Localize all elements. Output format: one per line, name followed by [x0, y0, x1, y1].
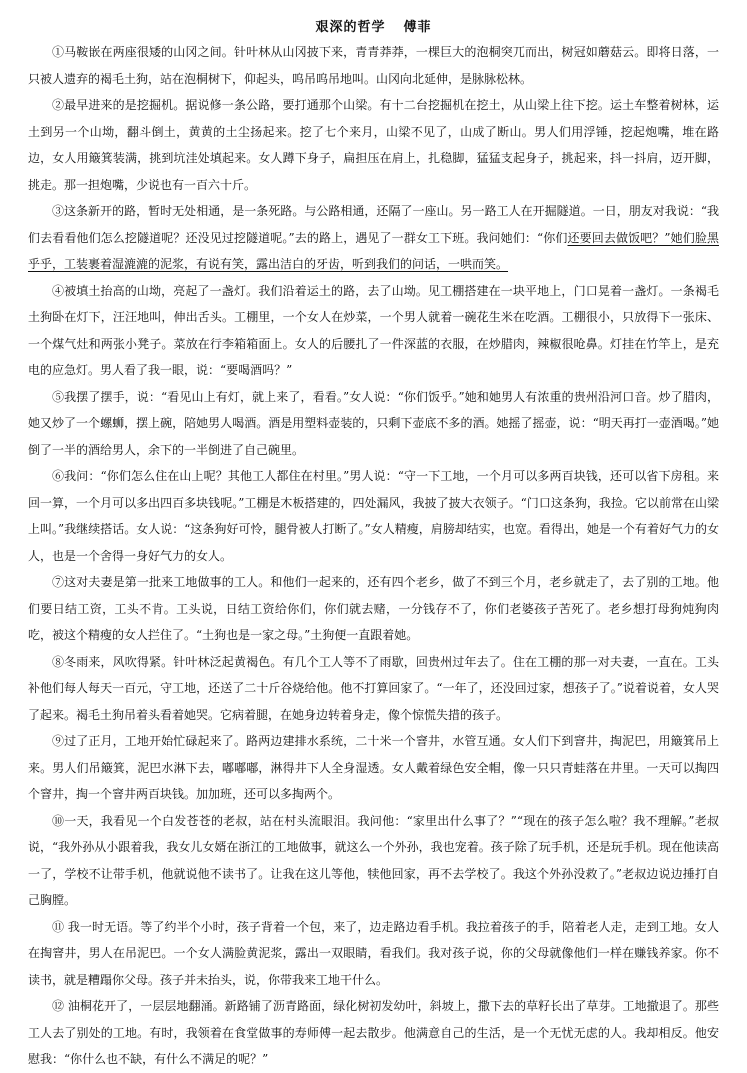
paragraph-10: ⑩一天，我看见一个白发苍苍的老叔，站在村头流眼泪。我问他：“家里出什么事了？”“现在的孩子怎么啦？我不理解。”老叔说，“我外孙从小跟着我，我女儿女婿在浙江的工地做事，就这么一个外孙，我也宠着。孩子除了玩手机，还是玩手机。现在他读高一了，学校不让带手机，他就说他不读书了。让我在这儿等他，犊他回家，再不去学校了。我这个外孙没救了。”老叔边说边捶打自己胸膛。: [28, 813, 719, 907]
paragraph-3-underlined-text: 还要回去做饭吧？”她们脸黑乎乎，工装裹着湿漉漉的泥浆，有说有笑，露出洁白的牙齿，听到我们的问话，一哄而笑。: [28, 230, 719, 271]
author-name: 傅菲: [403, 20, 432, 35]
title-text: 艰深的哲学: [315, 20, 386, 35]
paragraph-3-text: ③这条新开的路，暂时无处相通，是一条死路。与公路相通，还隔了一座山。另一路工人在开掘隧道。一日，朋友对我说：“我们去看看他们怎么挖隧道呢？还没见过挖隧道呢。”去的路上，遇见了一群女工下班。我问她们：“你们: [28, 204, 719, 245]
paragraph-12: ⑫ 油桐花开了，一层层地翻涌。新路铺了沥青路面，绿化树初发幼叶，斜坡上，撒下去的草籽长出了草芽。工地撤退了。那些工人去了别处的工地。有时，我领着在食堂做事的寿师傅一起去散步。他满意自己的生活，是一个无忧无虑的人。我却相反。他安慰我：“你什么也不缺，有什么不满足的呢？”: [28, 999, 719, 1066]
paragraph-6: ⑥我问：“你们怎么住在山上呢？其他工人都住在村里。”男人说：“守一下工地，一个月可以多两百块钱，还可以省下房租。来回一算，一个月可以多出四百多块钱呢。”工棚是木板搭建的，四处漏风，我披了披大衣领子。“门口这条狗，我捡。它以前常在山梁上叫。”我继续搭话。女人说：“这条狗好可怜，腿骨被人打断了。”女人精瘦，肩膀却结实，也宽。看得出，她是一个有着好气力的女人，也是一个舍得一身好气力的女人。: [28, 469, 719, 563]
paragraph-9: ⑨过了正月，工地开始忙碌起来了。路两边建排水系统，二十米一个窨井，水管互通。女人们下到窨井，掏泥巴，用簸箕吊上来。男人们吊簸箕，泥巴水淋下去，嘟嘟嘟，淋得井下人全身湿透。女人戴着绿色安全帽，像一只只青蛙落在井里。一天可以掏四个窨井，掏一个窨井两百块钱。加加班，还可以多掏两个。: [28, 734, 719, 801]
paragraph-2: ②最早进来的是挖掘机。据说修一条公路，要打通那个山梁。有十二台挖掘机在挖土，从山梁上往下挖。运土车整着树林，运土到另一个山坳，翻斗倒土，黄黄的土尘扬起来。挖了七个来月，山梁不见了，山成了断山。男人们用浮锤，挖起炮嘴，堆在路边，女人用簸箕装满，挑到坑洼处填起来。女人蹲下身子，扁担压在肩上，扎稳脚，猛猛支起身子，挑起来，抖一抖肩，迈开脚，挑走。那一担炮嘴，少说也有一百六十斤。: [28, 98, 719, 192]
article-title: [28, 16, 719, 35]
paragraph-8: ⑧冬雨来，风吹得紧。针叶林泛起黄褐色。有几个工人等不了雨歇，回贵州过年去了。住在工棚的那一对夫妻，一直在。工头补他们每人每天一百元，守工地，还送了二十斤谷烧给他。他不打算回家了。“一年了，还没回过家，想孩子了。”说着说着，女人哭了起来。褐毛土狗吊着头看着她哭。它病着腿，在她身边转着身走，像个惊慌失措的孩子。: [28, 654, 719, 722]
paragraph-4: ④被填土抬高的山坳，亮起了一盏灯。我们沿着运土的路，去了山坳。见工棚搭建在一块平地上，门口晃着一盏灯。一条褐毛土狗卧在灯下，汪汪地叫，伸出舌头。工棚里，一个女人在炒菜，一个男人就着一碗花生米在吃酒。工棚很小，只放得下一张床、一个煤气灶和两张小凳子。菜放在行李箱箱面上。女人的后腰扎了一件深蓝的衣服，在炒腊肉，辣椒很呛鼻。灯挂在竹竿上，是充电的应急灯。男人看了我一眼，说：“要喝酒吗？”: [28, 283, 719, 377]
paragraph-11: ⑪ 我一时无语。等了约半个小时，孩子背着一个包，来了，边走路边看手机。我拉着孩子的手，陪着老人走，走到工地。女人在掏窨井，男人在吊泥巴。一个女人满脸黄泥浆，露出一双眼睛，看我们。我对孩子说，你的父母就像他们一样在赚钱养家。你不读书，就是糟蹋你父母。孩子并未抬头，说，你带我来工地干什么。: [28, 919, 719, 987]
paragraph-1: ①马鞍嵌在两座很矮的山冈之间。针叶林从山冈披下来，青青莽莽，一棵巨大的泡桐突兀而出，树冠如蘑菇云。即将日落，一只被人遗弃的褐毛土狗，站在泡桐树下，仰起头，呜吊呜吊地叫。山冈向北延伸，是脉脉松林。: [28, 45, 719, 86]
paragraph-7: ⑦这对夫妻是第一批来工地做事的工人。和他们一起来的，还有四个老乡，做了不到三个月，老乡就走了，去了别的工地。他们要日结工资，工头不肯。工头说，日结工资给你们，你们就去赌，一分钱存不了，你们老婆孩子苦死了。老乡想打母狗炖狗肉吃，被这个精瘦的女人拦住了。“土狗也是一家之母。”土狗便一直跟着她。: [28, 575, 719, 642]
paragraph-3: [28, 198, 719, 278]
paragraph-5: ⑤我摆了摆手，说：“看见山上有灯，就上来了，看看。”女人说：“你们饭乎。”她和她男人有浓重的贵州沿河口音。炒了腊肉，她又炒了一个螺蛳，摆上碗，陪她男人喝酒。酒是用塑料壶装的，只剩下壶底不多的酒。她摇了摇壶，说：“明天再打一壶酒喝。”她倒了一半的酒给男人，余下的一半倒进了自己碗里。: [28, 389, 719, 457]
